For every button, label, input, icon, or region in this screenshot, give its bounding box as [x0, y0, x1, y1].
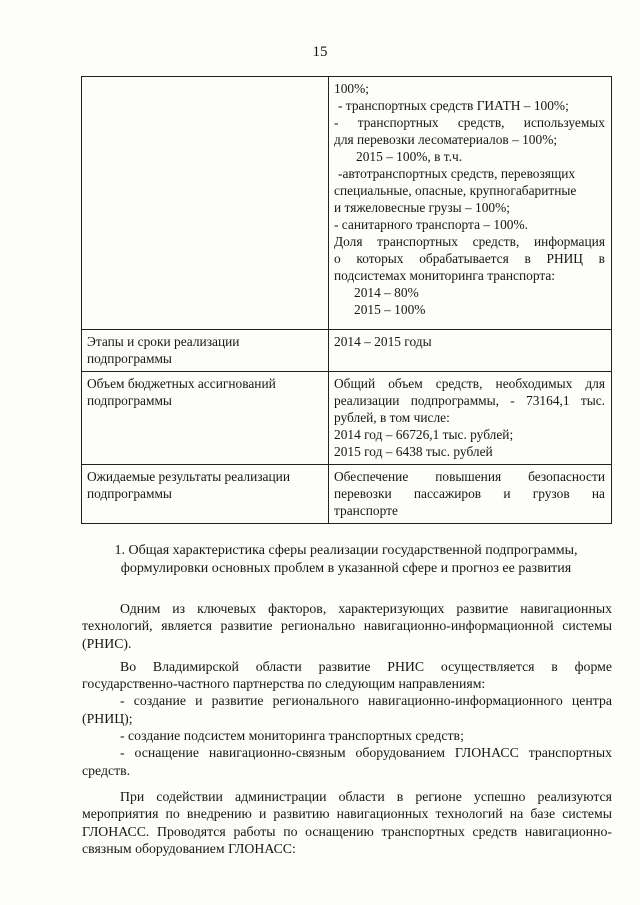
table-cell-value: [329, 330, 612, 372]
indicator-line: - транспортных средств, используемых: [334, 115, 605, 130]
row-label-line: подпрограммы: [87, 486, 172, 501]
budget-line: рублей, в том числе:: [334, 410, 450, 425]
expected-result-line: перевозки пассажиров и грузов на: [334, 486, 605, 501]
section-heading-line: 1. Общая характеристика сферы реализации государственной подпрограммы,: [114, 543, 578, 558]
table-row: [82, 330, 612, 372]
section-heading-line: формулировки основных проблем в указанной сфере и прогноз ее развития: [120, 561, 572, 576]
list-item: - создание подсистем мониторинга транспортных средств;: [120, 728, 464, 744]
implementation-period: 2014 – 2015 годы: [334, 334, 432, 349]
indicator-line: подсистемах мониторинга транспорта:: [334, 268, 556, 283]
subprogram-passport-table: [81, 76, 612, 524]
table-cell-value: [329, 372, 612, 465]
indicator-line: 2015 – 100%, в т.ч.: [356, 149, 463, 164]
indicator-line: о которых обрабатывается в РНИЦ в: [334, 251, 605, 266]
expected-result-line: транспорте: [334, 503, 398, 518]
row-label-line: подпрограммы: [87, 393, 172, 408]
indicator-line: -автотранспортных средств, перевозящих: [338, 166, 576, 181]
list-item: - создание и развитие регионального навигационно-информационного центра (РНИЦ);: [82, 693, 612, 726]
section-heading: [70, 542, 622, 578]
table-cell-value: [329, 465, 612, 524]
budget-line: реализации подпрограммы, - 73164,1 тыс.: [334, 393, 605, 408]
budget-line: Общий объем средств, необходимых для: [334, 376, 605, 391]
table-row: [82, 372, 612, 465]
table-cell-indicators: [329, 77, 612, 330]
paragraph: Во Владимирской области развитие РНИС осуществляется в форме государственно-частного партнерства по следующим направлениям:: [82, 658, 612, 692]
indicator-line: 2014 – 80%: [354, 285, 419, 300]
indicator-line: Доля транспортных средств, информация: [334, 234, 605, 249]
section-body: [82, 600, 612, 857]
table-cell-label: [82, 372, 329, 465]
budget-line: 2015 год – 6438 тыс. рублей: [334, 444, 493, 459]
indicator-line: специальные, опасные, крупногабаритные: [334, 183, 577, 198]
indicator-line: 2015 – 100%: [354, 302, 426, 317]
row-label-line: Ожидаемые результаты реализации: [87, 469, 290, 484]
list-item: - оснащение навигационно-связным оборудованием ГЛОНАСС транспортных средств.: [82, 745, 612, 778]
indicator-line: и тяжеловесные грузы – 100%;: [334, 200, 511, 215]
row-label-line: Этапы и сроки реализации: [87, 334, 240, 349]
table-row: [82, 77, 612, 330]
paragraph: При содействии администрации области в регионе успешно реализуются мероприятия по внедрению и развитию навигационных технологий на базе системы ГЛОНАСС. Проводятся работы по оснащению транспортных средств навигационно-связным оборудованием ГЛОНАСС:: [82, 788, 612, 856]
paragraph: Одним из ключевых факторов, характеризующих развитие навигационных технологий, является развитие регионально навигационно-информационной системы (РНИС).: [82, 601, 612, 651]
table-row: [82, 465, 612, 524]
indicator-line: для перевозки лесоматериалов – 100%;: [334, 132, 558, 147]
budget-line: 2014 год – 66726,1 тыс. рублей;: [334, 427, 514, 442]
table-cell-label: [82, 465, 329, 524]
table-cell-label-empty: [82, 77, 329, 330]
row-label-line: подпрограммы: [87, 351, 172, 366]
row-label-line: Объем бюджетных ассигнований: [87, 376, 276, 391]
indicator-line: 100%;: [334, 81, 369, 96]
indicator-line: - транспортных средств ГИАТН – 100%;: [338, 98, 569, 113]
expected-result-line: Обеспечение повышения безопасности: [334, 469, 605, 484]
indicator-line: - санитарного транспорта – 100%.: [334, 217, 528, 232]
table-cell-label: [82, 330, 329, 372]
page-number: 15: [312, 44, 328, 60]
